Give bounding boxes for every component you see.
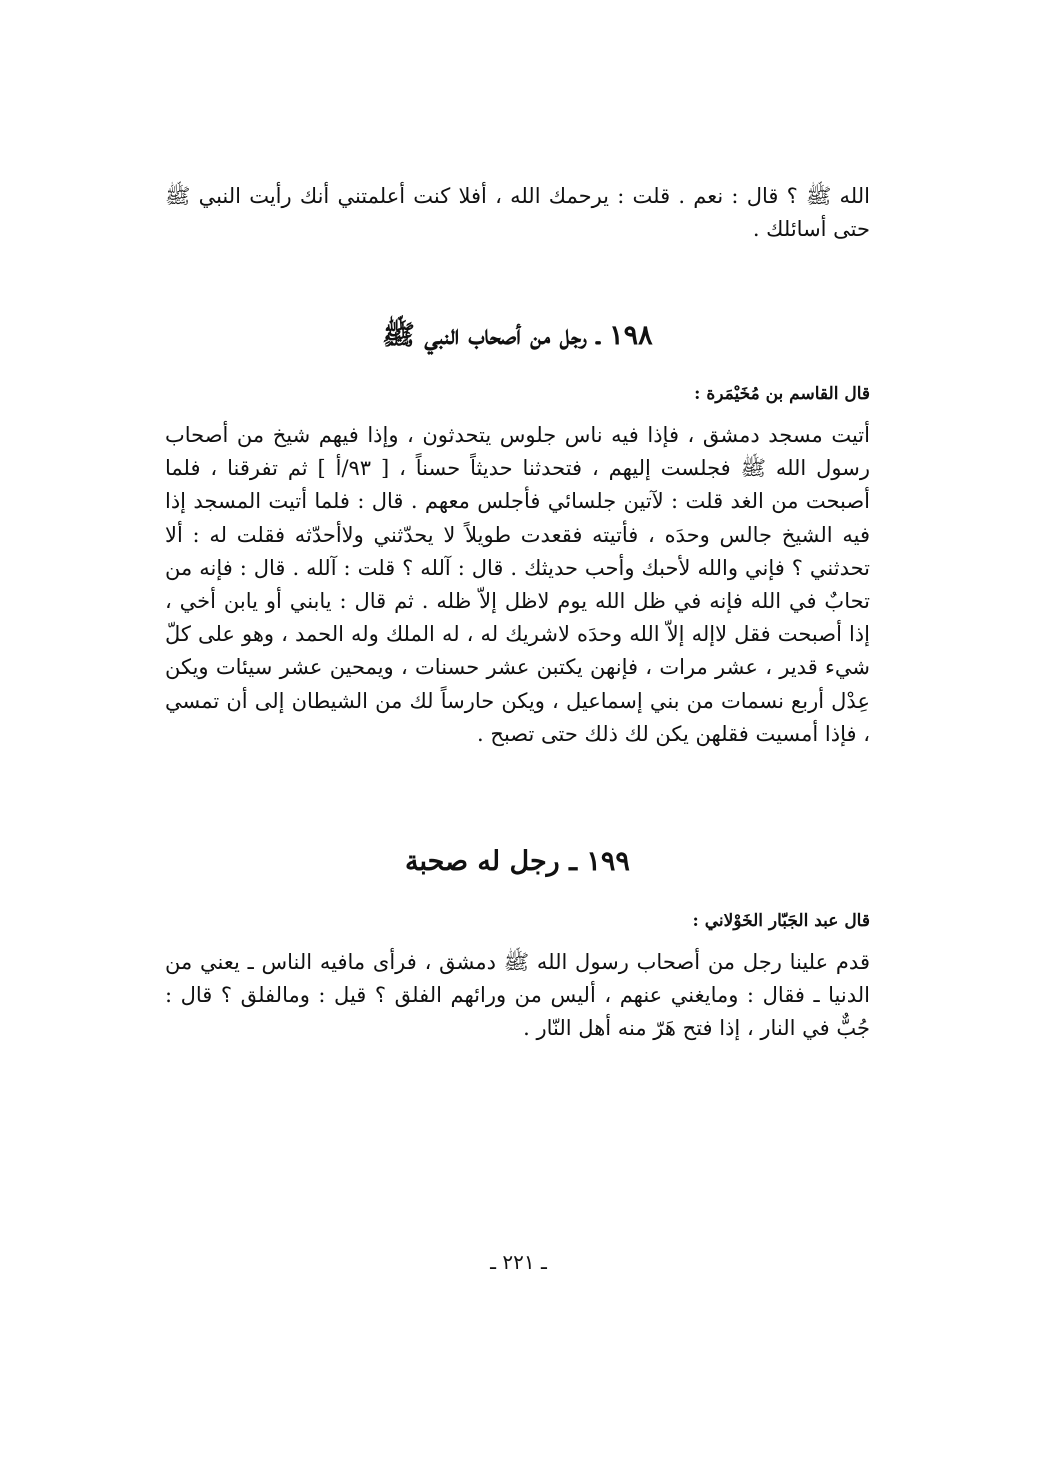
intro-paragraph: الله ﷺ ؟ قال : نعم . قلت : يرحمك الله ، أفلا كنت أعلمتني أنك رأيت النبي ﷺ حتى أسائلك . bbox=[165, 184, 870, 242]
section-198-heading: ١٩٨ ـ رجل من أصحاب النبي ﷺ bbox=[382, 320, 653, 351]
section-199-heading: ١٩٩ ـ رجل له صحبة bbox=[405, 846, 630, 877]
page-number: ـ ٢٢١ ـ bbox=[490, 1250, 547, 1274]
section-199-attribution: قال عبد الجَبّار الخَوْلاني : bbox=[692, 911, 870, 931]
section-198-body-block bbox=[165, 419, 870, 751]
section-198-body: أتيت مسجد دمشق ، فإذا فيه ناس جلوس يتحدثون ، وإذا فيهم شيخ من أصحاب رسول الله ﷺ فجلست إليهم ، فتحدثنا حديثاً حسناً ، [ ٩٣/أ ] ثم تفرقنا ، فلما أصبحت من الغد قلت : لآتين جلسائي فأجلس معهم . قال : فلما أتيت المسجد إذا فيه الشيخ جالس وحدَه ، فأتيته فقعدت طويلاً لا يحدّثني ولاأحدّثه فقلت له : ألا تحدثني ؟ فإني والله لأحبك وأحب حديثك . قال : آلله ؟ قلت : آلله . قال : فإنه من تحابٌ في الله فإنه في ظل الله يوم لاظل إلاّ ظله . ثم قال : يابني أو يابن أخي ، إذا أصبحت فقل لاإله إلاّ الله وحدَه لاشريك له ، له الملك وله الحمد ، وهو على كلّ شيء قدير ، عشر مرات ، فإنهن يكتبن عشر حسنات ، ويمحين عشر سيئات ويكن عِدْل أربع نسمات من بني إسماعيل ، ويكن حارساً لك من الشيطان إلى أن تمسي ، فإذا أمسيت فقلهن يكن لك ذلك حتى تصبح . bbox=[165, 423, 871, 746]
intro-paragraph-block bbox=[165, 180, 870, 246]
section-199-body: قدم علينا رجل من أصحاب رسول الله ﷺ دمشق ، فرأى مافيه الناس ـ يعني من الدنيا ـ فقال : ومايغني عنهم ، أليس من ورائهم الفلق ؟ قيل : ومالفلق ؟ قال : جُبٌّ في النار ، إذا فتح هَرّ منه أهل النّار . bbox=[165, 950, 870, 1041]
section-198-attribution: قال القاسم بن مُخَيْمَرة : bbox=[694, 384, 870, 404]
section-199-body-block bbox=[165, 946, 870, 1046]
